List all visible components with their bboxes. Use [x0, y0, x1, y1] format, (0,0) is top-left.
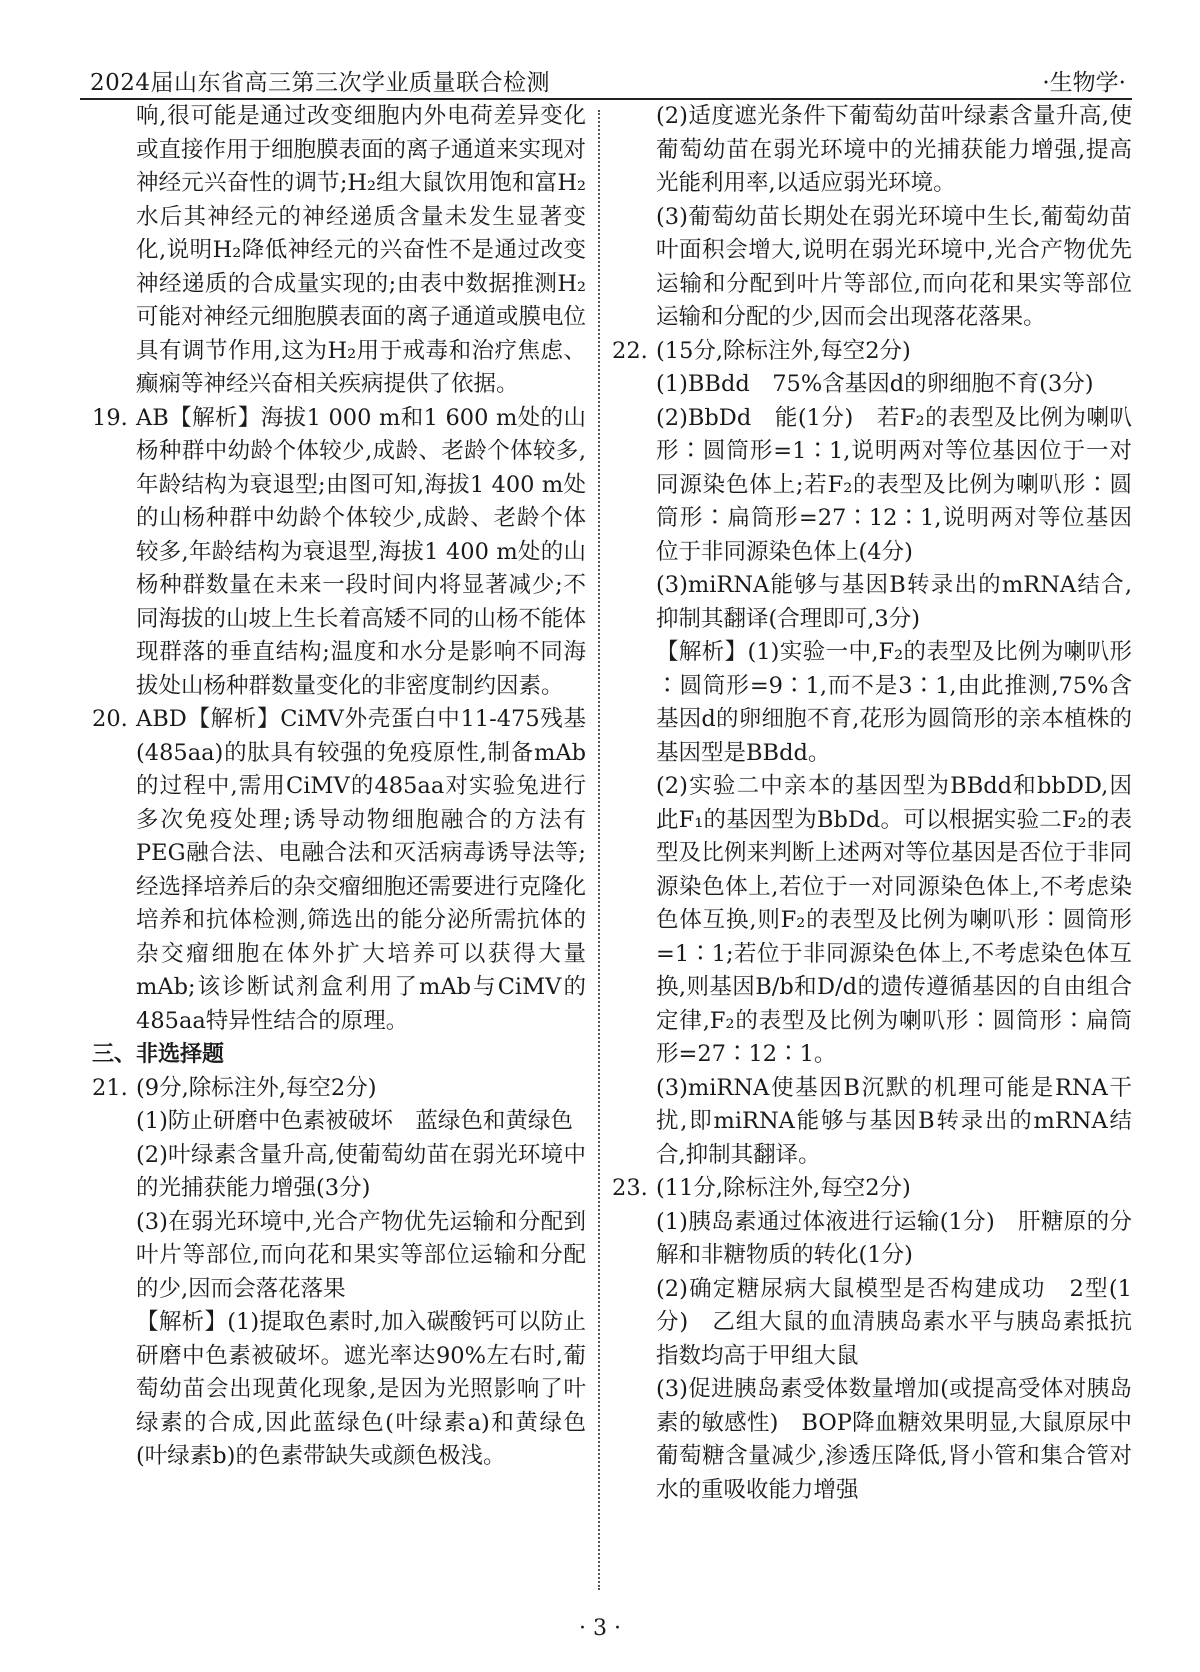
q23-score-note: (11分,除标注外,每空2分): [656, 1175, 911, 1201]
left-column: [92, 100, 586, 1474]
q22-explanation-1: 【解析】(1)实验一中,F₂的表型及比例为喇叭形∶圆筒形=9∶1,而不是3∶1,由此推测,75%含基因d的卵细胞不育,花形为圆筒形的亲本植株的基因型是BBdd。: [656, 639, 1132, 766]
question-20: [92, 703, 586, 1038]
q22-explanation-2: (2)实验二中亲本的基因型为BBdd和bbDD,因此F₁的基因型为BbDd。可以根据实验二F₂的表型及比例来判断上述两对等位基因是否位于非同源染色体上,若位于一对同源染色体上,不考虑染色体互换,则F₂的表型及比例为喇叭形∶圆筒形=1∶1;若位于非同源染色体上,不考虑染色体互换,则基因B/b和D/d的遗传遵循基因的自由组合定律,F₂的表型及比例为喇叭形∶圆筒形∶扁筒形=27∶12∶1。: [656, 773, 1132, 1067]
q22-score-note: (15分,除标注外,每空2分): [656, 337, 911, 364]
q22-explanation-3: (3)miRNA使基因B沉默的机理可能是RNA干扰,即miRNA能够与基因B转录出的mRNA结合,抑制其翻译。: [656, 1074, 1132, 1168]
q21-explanation-3: (3)葡萄幼苗长期处在弱光环境中生长,葡萄幼苗叶面积会增大,说明在弱光环境中,光合产物优先运输和分配到叶片等部位,而向花和果实等部位运输和分配的少,因而会出现落花落果。: [656, 203, 1132, 330]
q19-answer-text: AB【解析】海拔1 000 m和1 600 m处的山杨种群中幼龄个体较少,成龄、老龄个体较多,年龄结构为衰退型;由图可知,海拔1 400 m处的山杨种群中幼龄个体较少,成龄、老龄个体较多,年龄结构为衰退型,海拔1 400 m处的山杨种群数量在未来一段时间内将显著减少;不同海拔的山坡上生长着高矮不同的山杨不能体现群落的垂直结构;温度和水分是影响不同海拔处山杨种群数量变化的非密度制约因素。: [136, 404, 587, 699]
q21-answer-2: (2)叶绿素含量升高,使葡萄幼苗在弱光环境中的光捕获能力增强(3分): [136, 1141, 586, 1201]
question-number: 21.: [92, 1074, 128, 1101]
question-number: 22.: [612, 337, 648, 364]
question-22: [612, 335, 1132, 369]
q23-answer-2: (2)确定糖尿病大鼠模型是否构建成功 2型(1分) 乙组大鼠的血清胰岛素水平与胰岛素抵抗指数均高于甲组大鼠: [656, 1275, 1132, 1369]
q21-explanation-1: 【解析】(1)提取色素时,加入碳酸钙可以防止研磨中色素被破坏。遮光率达90%左右时,葡萄幼苗会出现黄化现象,是因为光照影响了叶绿素的合成,因此蓝绿色(叶绿素a)和黄绿色(叶绿素b)的色素带缺失或颜色极浅。: [136, 1309, 586, 1469]
q20-answer-text: ABD【解析】CiMV外壳蛋白中11-475残基(485aa)的肽具有较强的免疫原性,制备mAb的过程中,需用CiMV的485aa对实验兔进行多次免疫处理;诱导动物细胞融合的方法有PEG融合法、电融合法和灭活病毒诱导法等;经选择培养后的杂交瘤细胞还需要进行克隆化培养和抗体检测,筛选出的能分泌所需抗体的杂交瘤细胞在体外扩大培养可以获得大量mAb;该诊断试剂盒利用了mAb与CiMV的485aa特异性结合的原理。: [136, 706, 587, 1034]
exam-title: 2024届山东省高三第三次学业质量联合检测: [90, 70, 551, 96]
question-number: 20.: [92, 706, 128, 732]
page-number: · 3 ·: [579, 1616, 621, 1641]
question-number: 19.: [92, 404, 128, 431]
q22-answer-3: (3)miRNA能够与基因B转录出的mRNA结合,抑制其翻译(合理即可,3分): [656, 572, 1132, 632]
question-number: 23.: [612, 1175, 648, 1201]
q21-score-note: (9分,除标注外,每空2分): [136, 1074, 377, 1101]
q22-answer-1: (1)BBdd 75%含基因d的卵细胞不育(3分): [656, 371, 1094, 397]
q21-explanation-2: (2)适度遮光条件下葡萄幼苗叶绿素含量升高,使葡萄幼苗在弱光环境中的光捕获能力增强,提高光能利用率,以适应弱光环境。: [656, 103, 1132, 196]
q23-answer-1: (1)胰岛素通过体液进行运输(1分) 肝糖原的分解和非糖物质的转化(1分): [656, 1208, 1132, 1268]
q22-answer-2: (2)BbDd 能(1分) 若F₂的表型及比例为喇叭形∶圆筒形=1∶1,说明两对等位基因位于一对同源染色体上;若F₂的表型及比例为喇叭形∶圆筒形∶扁筒形=27∶12∶1,说明两对等位基因位于非同源染色体上(4分): [656, 404, 1132, 565]
q23-answer-3: (3)促进胰岛素受体数量增加(或提高受体对胰岛素的敏感性) BOP降血糖效果明显,大鼠原尿中葡萄糖含量减少,渗透压降低,肾小管和集合管对水的重吸收能力增强: [656, 1376, 1132, 1503]
right-column: [612, 100, 1132, 1507]
q18-continuation: 响,很可能是通过改变细胞内外电荷差异变化或直接作用于细胞膜表面的离子通道来实现对神经元兴奋性的调节;H₂组大鼠饮用饱和富H₂水后其神经元的神经递质含量未发生显著变化,说明H₂降低神经元的兴奋性不是通过改变神经递质的合成量实现的;由表中数据推测H₂可能对神经元细胞膜表面的离子通道或膜电位具有调节作用,这为H₂用于戒毒和治疗焦虑、癫痫等神经兴奋相关疾病提供了依据。: [136, 103, 587, 397]
q21-answer-1: (1)防止研磨中色素被破坏 蓝绿色和黄绿色: [136, 1108, 573, 1134]
section-heading: 三、非选择题: [92, 1042, 225, 1067]
subject-label: ·生物学·: [1042, 70, 1126, 96]
question-21: [92, 1072, 586, 1106]
page-header: [80, 58, 1132, 100]
question-23: [612, 1172, 1132, 1206]
column-divider: [598, 110, 600, 1590]
question-19: [92, 402, 586, 704]
q21-answer-3: (3)在弱光环境中,光合产物优先运输和分配到叶片等部位,而向花和果实等部位运输和分配的少,因而会落花落果: [136, 1208, 586, 1302]
